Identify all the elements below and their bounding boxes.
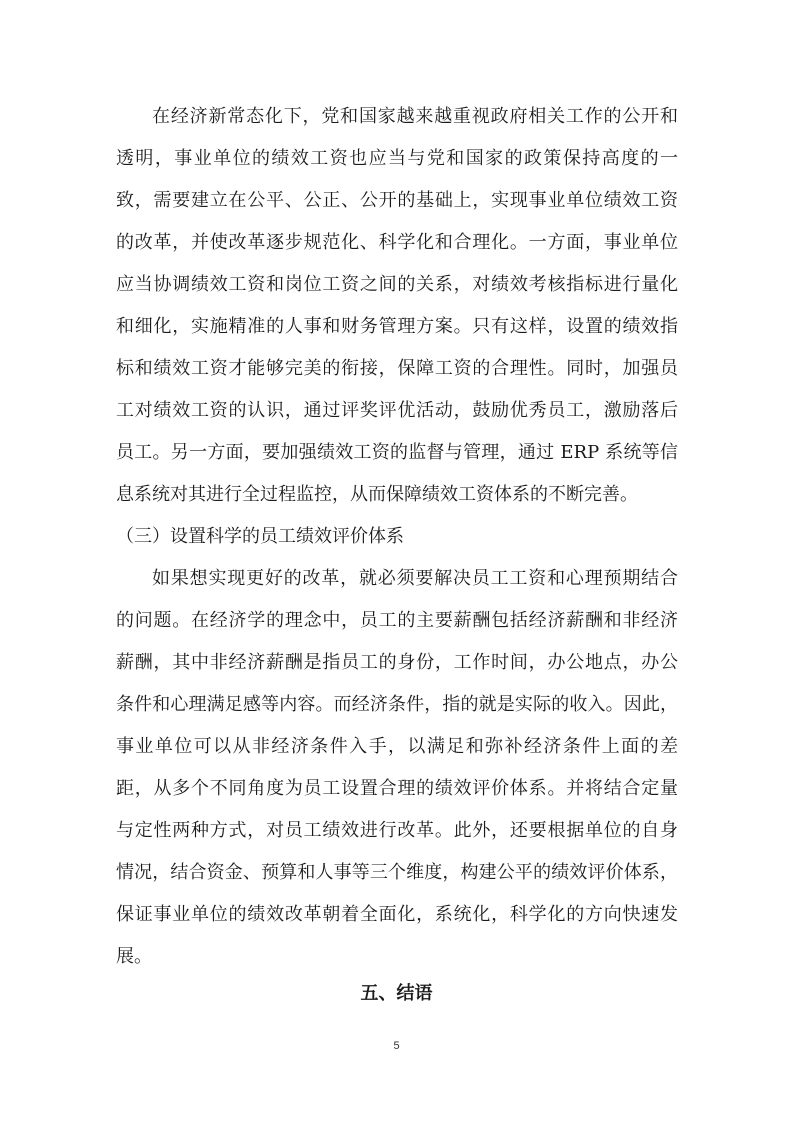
paragraph-evaluation-system <box>116 558 678 978</box>
text-line: 薪酬，其中非经济薪酬是指员工的身份，工作时间，办公地点，办公 <box>116 652 678 673</box>
text-line: 的问题。在经济学的理念中，员工的主要薪酬包括经济薪酬和非经济 <box>116 610 678 631</box>
text-line: 和细化，实施精准的人事和财务管理方案。只有这样，设置的绩效指 <box>116 316 678 337</box>
text-line: 息系统对其进行全过程监控，从而保障绩效工资体系的不断完善。 <box>116 484 638 505</box>
text-line: 透明，事业单位的绩效工资也应当与党和国家的政策保持高度的一 <box>116 148 678 169</box>
text-line: 保证事业单位的绩效改革朝着全面化，系统化，科学化的方向快速发 <box>116 904 678 925</box>
text-line: 如果想实现更好的改革，就必须要解决员工工资和心理预期结合 <box>152 568 678 589</box>
text-line: 条件和心理满足感等内容。而经济条件，指的就是实际的收入。因此， <box>116 694 678 715</box>
page-number: 5 <box>393 1040 400 1052</box>
paragraph-performance-pay-reform <box>116 96 678 516</box>
text-line: 距，从多个不同角度为员工设置合理的绩效评价体系。并将结合定量 <box>116 778 678 799</box>
document-body <box>116 96 678 978</box>
text-line: 致，需要建立在公平、公正、公开的基础上，实现事业单位绩效工资 <box>116 190 678 211</box>
text-line: 与定性两种方式，对员工绩效进行改革。此外，还要根据单位的自身 <box>116 820 678 841</box>
text-line: 应当协调绩效工资和岗位工资之间的关系，对绩效考核指标进行量化 <box>116 274 678 295</box>
text-line: 展。 <box>116 946 152 967</box>
text-line: 的改革，并使改革逐步规范化、科学化和合理化。一方面，事业单位 <box>116 232 678 253</box>
text-line: 员工。另一方面，要加强绩效工资的监督与管理，通过 ERP 系统等信 <box>116 442 678 463</box>
text-line: 工对绩效工资的认识，通过评奖评优活动，鼓励优秀员工，激励落后 <box>116 400 678 421</box>
text-line: 标和绩效工资才能够完美的衔接，保障工资的合理性。同时，加强员 <box>116 358 678 379</box>
section-title: 五、结语 <box>360 983 433 1004</box>
text-line: 事业单位可以从非经济条件入手，以满足和弥补经济条件上面的差 <box>116 736 678 757</box>
text-line: 情况，结合资金、预算和人事等三个维度，构建公平的绩效评价体系， <box>116 862 678 883</box>
subheading: （三）设置科学的员工绩效评价体系 <box>116 526 404 547</box>
text-line: 在经济新常态化下，党和国家越来越重视政府相关工作的公开和 <box>152 106 678 127</box>
